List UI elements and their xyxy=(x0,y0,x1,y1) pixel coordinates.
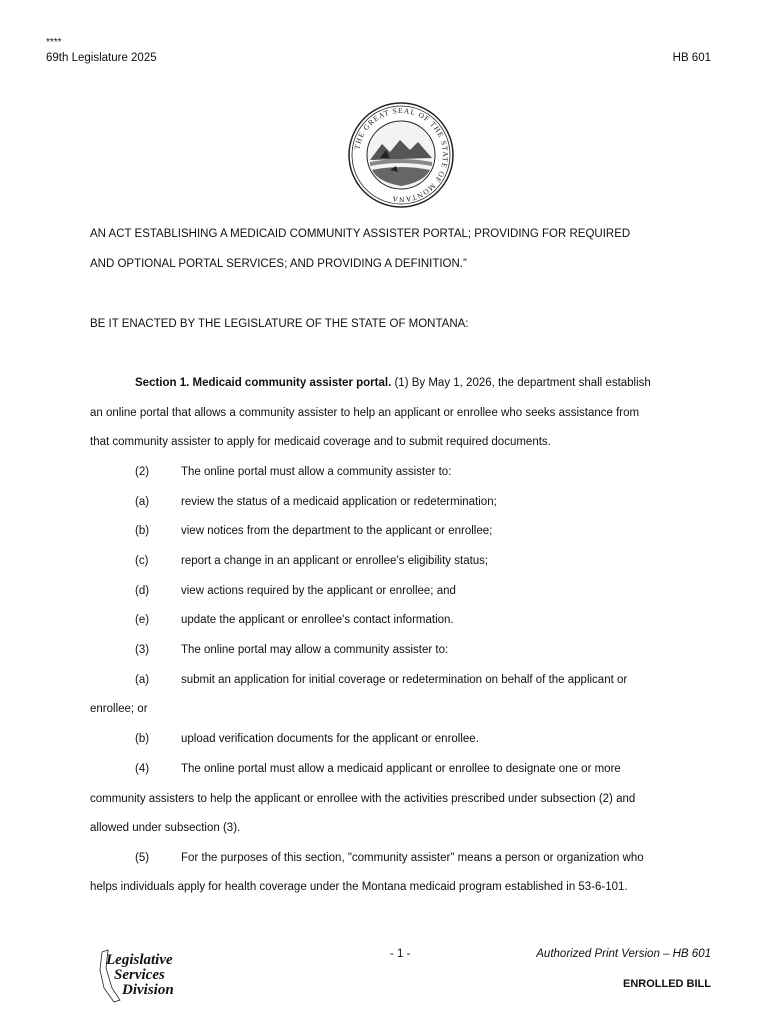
section-1-line-1 xyxy=(135,377,651,389)
item-text: update the applicant or enrollee's contact information. xyxy=(181,614,454,626)
item-continuation: community assisters to help the applicant or enrollee with the activities prescribed under subsection (2) and xyxy=(90,793,636,805)
item-text: submit an application for initial coverage or redetermination on behalf of the applicant or xyxy=(181,674,628,686)
item-continuation: enrollee; or xyxy=(90,703,148,715)
act-title-line-1: AN ACT ESTABLISHING A MEDICAID COMMUNITY ASSISTER PORTAL; PROVIDING FOR REQUIRED xyxy=(90,228,631,240)
header-stars: **** xyxy=(46,37,62,48)
item-label: (a) xyxy=(135,674,150,686)
item-text: upload verification documents for the applicant or enrollee. xyxy=(181,733,479,745)
legislature-label: 69th Legislature 2025 xyxy=(46,52,157,64)
section-1-text: (1) By May 1, 2026, the department shall establish xyxy=(391,377,651,389)
item-text: The online portal must allow a community assister to: xyxy=(181,466,452,478)
item-label: (c) xyxy=(135,555,149,567)
item-label: (3) xyxy=(135,644,150,656)
svg-text:Legislative: Legislative xyxy=(106,952,173,968)
montana-state-seal-icon xyxy=(346,100,456,210)
item-label: (b) xyxy=(135,525,150,537)
item-continuation: allowed under subsection (3). xyxy=(90,822,241,834)
item-label: (4) xyxy=(135,763,150,775)
page-number: - 1 - xyxy=(390,948,411,960)
act-title-line-2: AND OPTIONAL PORTAL SERVICES; AND PROVIDING A DEFINITION.” xyxy=(90,258,467,270)
bill-number: HB 601 xyxy=(672,52,711,64)
item-text: review the status of a medicaid application or redetermination; xyxy=(181,496,497,508)
section-1-heading: Section 1. Medicaid community assister portal. xyxy=(135,377,392,389)
authorized-version-label: Authorized Print Version – HB 601 xyxy=(536,948,711,960)
item-label: (b) xyxy=(135,733,150,745)
section-1-line-3: that community assister to apply for medicaid coverage and to submit required documents. xyxy=(90,436,551,448)
item-label: (2) xyxy=(135,466,150,478)
section-1-line-2: an online portal that allows a community assister to help an applicant or enrollee who seeks assistance from xyxy=(90,407,640,419)
legislative-services-division-logo xyxy=(98,948,198,1004)
item-label: (5) xyxy=(135,852,150,864)
svg-text:Services: Services xyxy=(114,967,165,983)
item-label: (a) xyxy=(135,496,150,508)
svg-text:Division: Division xyxy=(122,982,174,998)
item-text: For the purposes of this section, "community assister" means a person or organization who xyxy=(181,852,644,864)
item-text: The online portal must allow a medicaid applicant or enrollee to designate one or more xyxy=(181,763,621,775)
item-label: (e) xyxy=(135,614,150,626)
item-text: view notices from the department to the applicant or enrollee; xyxy=(181,525,493,537)
item-continuation: helps individuals apply for health coverage under the Montana medicaid program established in 53-6-101. xyxy=(90,881,628,893)
item-text: report a change in an applicant or enrollee's eligibility status; xyxy=(181,555,489,567)
item-text: view actions required by the applicant or enrollee; and xyxy=(181,585,456,597)
enacting-clause: BE IT ENACTED BY THE LEGISLATURE OF THE STATE OF MONTANA: xyxy=(90,318,469,330)
enrolled-bill-label: ENROLLED BILL xyxy=(623,978,711,990)
svg-text:THE GREAT SEAL OF THE STATE OF: THE GREAT SEAL OF THE STATE OF MONTANA xyxy=(352,105,451,205)
item-text: The online portal may allow a community assister to: xyxy=(181,644,449,656)
item-label: (d) xyxy=(135,585,150,597)
